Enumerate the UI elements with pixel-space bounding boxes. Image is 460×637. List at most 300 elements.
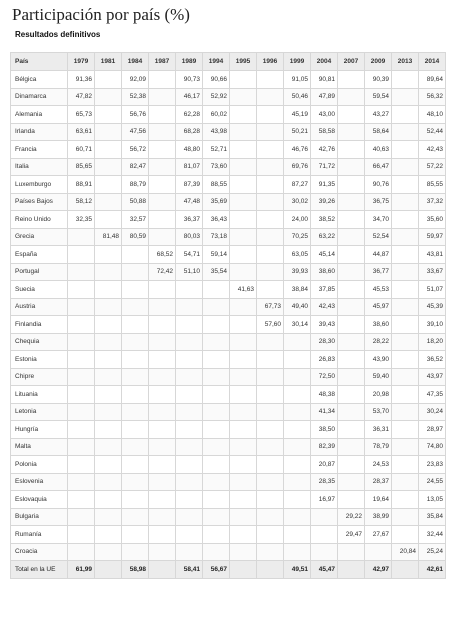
- value-cell: [122, 351, 149, 369]
- value-cell: 28,30: [311, 333, 338, 351]
- value-cell: [230, 211, 257, 229]
- value-cell: 68,52: [149, 246, 176, 264]
- value-cell: [284, 543, 311, 561]
- value-cell: [338, 456, 365, 474]
- value-cell: 18,20: [419, 333, 446, 351]
- value-cell: [230, 508, 257, 526]
- value-cell: [230, 386, 257, 404]
- value-cell: [122, 333, 149, 351]
- value-cell: 36,52: [419, 351, 446, 369]
- value-cell: [176, 316, 203, 334]
- value-cell: [95, 508, 122, 526]
- value-cell: 50,21: [284, 123, 311, 141]
- value-cell: 50,46: [284, 88, 311, 106]
- value-cell: 52,71: [203, 141, 230, 159]
- table-row: [11, 473, 446, 491]
- total-value-cell: [392, 561, 419, 579]
- value-cell: 90,66: [203, 71, 230, 89]
- value-cell: [230, 106, 257, 124]
- value-cell: [338, 281, 365, 299]
- value-cell: 28,97: [419, 421, 446, 439]
- value-cell: [257, 281, 284, 299]
- table-row: [11, 88, 446, 106]
- value-cell: 47,35: [419, 386, 446, 404]
- table-row: [11, 403, 446, 421]
- value-cell: [338, 123, 365, 141]
- value-cell: [338, 368, 365, 386]
- value-cell: [338, 193, 365, 211]
- value-cell: 41,34: [311, 403, 338, 421]
- table-row: [11, 106, 446, 124]
- value-cell: 45,19: [284, 106, 311, 124]
- value-cell: 88,91: [68, 176, 95, 194]
- country-cell: Croacia: [11, 543, 68, 561]
- value-cell: [257, 456, 284, 474]
- value-cell: 37,32: [419, 193, 446, 211]
- country-cell: Chipre: [11, 368, 68, 386]
- value-cell: [68, 333, 95, 351]
- value-cell: [203, 368, 230, 386]
- value-cell: 43,81: [419, 246, 446, 264]
- table-row: [11, 508, 446, 526]
- value-cell: [122, 508, 149, 526]
- value-cell: 58,12: [68, 193, 95, 211]
- value-cell: [338, 438, 365, 456]
- value-cell: [257, 543, 284, 561]
- value-cell: [230, 473, 257, 491]
- total-label-cell: Total en la UE: [11, 561, 68, 579]
- value-cell: [392, 88, 419, 106]
- country-cell: Dinamarca: [11, 88, 68, 106]
- table-row: [11, 438, 446, 456]
- value-cell: [338, 246, 365, 264]
- value-cell: [68, 438, 95, 456]
- value-cell: 72,50: [311, 368, 338, 386]
- value-cell: [230, 71, 257, 89]
- column-header-year: 1979: [68, 53, 95, 71]
- value-cell: [338, 473, 365, 491]
- value-cell: [257, 141, 284, 159]
- value-cell: [203, 403, 230, 421]
- value-cell: [203, 543, 230, 561]
- value-cell: [176, 526, 203, 544]
- value-cell: [392, 421, 419, 439]
- value-cell: 63,05: [284, 246, 311, 264]
- value-cell: 36,43: [203, 211, 230, 229]
- value-cell: 63,22: [311, 228, 338, 246]
- value-cell: 59,40: [365, 368, 392, 386]
- total-value-cell: 56,67: [203, 561, 230, 579]
- value-cell: [68, 228, 95, 246]
- table-row: [11, 123, 446, 141]
- value-cell: [338, 228, 365, 246]
- value-cell: [257, 71, 284, 89]
- value-cell: 78,79: [365, 438, 392, 456]
- value-cell: [257, 351, 284, 369]
- country-cell: Eslovaquia: [11, 491, 68, 509]
- column-header-year: 2013: [392, 53, 419, 71]
- value-cell: 42,43: [311, 298, 338, 316]
- column-header-country: País: [11, 53, 68, 71]
- value-cell: 40,63: [365, 141, 392, 159]
- column-header-year: 1981: [95, 53, 122, 71]
- value-cell: 51,10: [176, 263, 203, 281]
- value-cell: 13,05: [419, 491, 446, 509]
- country-cell: Irlanda: [11, 123, 68, 141]
- value-cell: [95, 368, 122, 386]
- value-cell: [257, 403, 284, 421]
- value-cell: 23,83: [419, 456, 446, 474]
- value-cell: 73,18: [203, 228, 230, 246]
- value-cell: [230, 351, 257, 369]
- value-cell: [257, 246, 284, 264]
- value-cell: 72,42: [149, 263, 176, 281]
- value-cell: 42,43: [419, 141, 446, 159]
- total-value-cell: 42,97: [365, 561, 392, 579]
- value-cell: [122, 456, 149, 474]
- value-cell: [149, 228, 176, 246]
- value-cell: [338, 333, 365, 351]
- value-cell: 32,44: [419, 526, 446, 544]
- value-cell: [149, 158, 176, 176]
- value-cell: 48,38: [311, 386, 338, 404]
- value-cell: [392, 246, 419, 264]
- value-cell: 87,27: [284, 176, 311, 194]
- value-cell: [176, 281, 203, 299]
- value-cell: 36,75: [365, 193, 392, 211]
- value-cell: [95, 456, 122, 474]
- column-header-year: 2009: [365, 53, 392, 71]
- table-row: [11, 228, 446, 246]
- value-cell: 38,99: [365, 508, 392, 526]
- value-cell: 88,79: [122, 176, 149, 194]
- value-cell: [284, 456, 311, 474]
- value-cell: [230, 456, 257, 474]
- value-cell: 52,44: [419, 123, 446, 141]
- country-cell: Lituania: [11, 386, 68, 404]
- value-cell: [230, 228, 257, 246]
- value-cell: [203, 351, 230, 369]
- value-cell: [176, 508, 203, 526]
- value-cell: 24,55: [419, 473, 446, 491]
- value-cell: [257, 333, 284, 351]
- value-cell: [392, 403, 419, 421]
- value-cell: 90,81: [311, 71, 338, 89]
- table-row: [11, 71, 446, 89]
- country-cell: Bélgica: [11, 71, 68, 89]
- table-row: [11, 386, 446, 404]
- value-cell: [284, 438, 311, 456]
- value-cell: [284, 351, 311, 369]
- value-cell: [149, 211, 176, 229]
- value-cell: [149, 368, 176, 386]
- value-cell: [392, 176, 419, 194]
- value-cell: [149, 193, 176, 211]
- value-cell: [257, 158, 284, 176]
- value-cell: [176, 403, 203, 421]
- value-cell: 20,84: [392, 543, 419, 561]
- value-cell: 57,60: [257, 316, 284, 334]
- value-cell: [392, 141, 419, 159]
- value-cell: 35,60: [419, 211, 446, 229]
- value-cell: [392, 386, 419, 404]
- table-row: [11, 193, 446, 211]
- value-cell: 28,22: [365, 333, 392, 351]
- value-cell: 41,63: [230, 281, 257, 299]
- value-cell: [230, 193, 257, 211]
- value-cell: [68, 421, 95, 439]
- value-cell: [311, 543, 338, 561]
- value-cell: [203, 316, 230, 334]
- value-cell: [338, 158, 365, 176]
- value-cell: [95, 193, 122, 211]
- value-cell: [176, 386, 203, 404]
- value-cell: 28,37: [365, 473, 392, 491]
- value-cell: 35,54: [203, 263, 230, 281]
- value-cell: [122, 386, 149, 404]
- column-header-year: 1987: [149, 53, 176, 71]
- value-cell: [338, 351, 365, 369]
- value-cell: 38,60: [365, 316, 392, 334]
- value-cell: [95, 491, 122, 509]
- country-cell: Finlandia: [11, 316, 68, 334]
- value-cell: 91,35: [311, 176, 338, 194]
- value-cell: [122, 421, 149, 439]
- value-cell: 48,10: [419, 106, 446, 124]
- value-cell: [392, 368, 419, 386]
- value-cell: [392, 228, 419, 246]
- value-cell: [284, 403, 311, 421]
- value-cell: [149, 473, 176, 491]
- column-header-year: 1989: [176, 53, 203, 71]
- country-cell: Chequia: [11, 333, 68, 351]
- value-cell: [149, 508, 176, 526]
- value-cell: 92,09: [122, 71, 149, 89]
- value-cell: [392, 71, 419, 89]
- value-cell: [257, 421, 284, 439]
- value-cell: [257, 123, 284, 141]
- value-cell: [68, 456, 95, 474]
- value-cell: [149, 456, 176, 474]
- column-header-year: 2007: [338, 53, 365, 71]
- value-cell: [257, 211, 284, 229]
- value-cell: 70,25: [284, 228, 311, 246]
- value-cell: [68, 316, 95, 334]
- value-cell: [257, 491, 284, 509]
- value-cell: [95, 88, 122, 106]
- value-cell: [392, 298, 419, 316]
- value-cell: [257, 176, 284, 194]
- value-cell: [284, 526, 311, 544]
- country-cell: Grecia: [11, 228, 68, 246]
- value-cell: 49,40: [284, 298, 311, 316]
- country-cell: Portugal: [11, 263, 68, 281]
- value-cell: [257, 228, 284, 246]
- total-value-cell: [149, 561, 176, 579]
- value-cell: 65,73: [68, 106, 95, 124]
- value-cell: [311, 526, 338, 544]
- value-cell: 62,28: [176, 106, 203, 124]
- value-cell: [284, 333, 311, 351]
- table-row: [11, 351, 446, 369]
- country-cell: Bulgaria: [11, 508, 68, 526]
- value-cell: [176, 438, 203, 456]
- value-cell: [203, 508, 230, 526]
- value-cell: [95, 316, 122, 334]
- value-cell: 56,72: [122, 141, 149, 159]
- value-cell: [257, 508, 284, 526]
- value-cell: [95, 386, 122, 404]
- value-cell: 74,80: [419, 438, 446, 456]
- total-value-cell: [257, 561, 284, 579]
- value-cell: [257, 193, 284, 211]
- value-cell: 58,58: [311, 123, 338, 141]
- country-cell: Rumanía: [11, 526, 68, 544]
- value-cell: [95, 106, 122, 124]
- value-cell: 45,14: [311, 246, 338, 264]
- value-cell: [149, 333, 176, 351]
- value-cell: [392, 263, 419, 281]
- table-row: [11, 456, 446, 474]
- value-cell: [149, 438, 176, 456]
- value-cell: 46,76: [284, 141, 311, 159]
- value-cell: [338, 403, 365, 421]
- table-row: [11, 158, 446, 176]
- value-cell: 47,48: [176, 193, 203, 211]
- value-cell: [257, 526, 284, 544]
- value-cell: 52,38: [122, 88, 149, 106]
- value-cell: 36,77: [365, 263, 392, 281]
- value-cell: [230, 333, 257, 351]
- value-cell: 45,53: [365, 281, 392, 299]
- value-cell: 26,83: [311, 351, 338, 369]
- value-cell: 16,97: [311, 491, 338, 509]
- table-row: [11, 491, 446, 509]
- value-cell: [338, 263, 365, 281]
- value-cell: [230, 176, 257, 194]
- value-cell: [392, 123, 419, 141]
- value-cell: 39,43: [311, 316, 338, 334]
- value-cell: [149, 526, 176, 544]
- value-cell: 60,71: [68, 141, 95, 159]
- value-cell: [257, 88, 284, 106]
- value-cell: 67,73: [257, 298, 284, 316]
- value-cell: [122, 438, 149, 456]
- value-cell: [122, 473, 149, 491]
- country-cell: Italia: [11, 158, 68, 176]
- table-header: [11, 53, 446, 71]
- value-cell: [149, 543, 176, 561]
- value-cell: [230, 298, 257, 316]
- total-value-cell: 58,41: [176, 561, 203, 579]
- column-header-year: 2004: [311, 53, 338, 71]
- value-cell: [230, 403, 257, 421]
- value-cell: 59,14: [203, 246, 230, 264]
- value-cell: [95, 298, 122, 316]
- value-cell: 34,70: [365, 211, 392, 229]
- value-cell: [149, 351, 176, 369]
- value-cell: [203, 456, 230, 474]
- value-cell: [203, 281, 230, 299]
- value-cell: [392, 106, 419, 124]
- value-cell: [122, 526, 149, 544]
- value-cell: [284, 368, 311, 386]
- value-cell: 91,36: [68, 71, 95, 89]
- value-cell: [257, 263, 284, 281]
- total-value-cell: [230, 561, 257, 579]
- value-cell: [230, 246, 257, 264]
- value-cell: 33,67: [419, 263, 446, 281]
- country-cell: Países Bajos: [11, 193, 68, 211]
- value-cell: 37,85: [311, 281, 338, 299]
- value-cell: 57,22: [419, 158, 446, 176]
- value-cell: 89,64: [419, 71, 446, 89]
- value-cell: [95, 281, 122, 299]
- value-cell: 63,61: [68, 123, 95, 141]
- value-cell: 43,97: [419, 368, 446, 386]
- value-cell: 46,17: [176, 88, 203, 106]
- value-cell: 36,31: [365, 421, 392, 439]
- value-cell: [338, 88, 365, 106]
- value-cell: 30,24: [419, 403, 446, 421]
- total-value-cell: 49,51: [284, 561, 311, 579]
- value-cell: [257, 438, 284, 456]
- value-cell: [230, 158, 257, 176]
- value-cell: [203, 421, 230, 439]
- value-cell: [149, 386, 176, 404]
- value-cell: 47,56: [122, 123, 149, 141]
- value-cell: [68, 246, 95, 264]
- value-cell: [257, 473, 284, 491]
- country-cell: Letonia: [11, 403, 68, 421]
- value-cell: [257, 386, 284, 404]
- column-header-year: 1994: [203, 53, 230, 71]
- table-row: [11, 298, 446, 316]
- participation-table: [10, 52, 446, 579]
- table-row: [11, 176, 446, 194]
- value-cell: 80,03: [176, 228, 203, 246]
- value-cell: [176, 491, 203, 509]
- value-cell: [230, 263, 257, 281]
- value-cell: [203, 333, 230, 351]
- value-cell: [68, 368, 95, 386]
- value-cell: 54,71: [176, 246, 203, 264]
- value-cell: [230, 526, 257, 544]
- value-cell: [257, 106, 284, 124]
- value-cell: 81,07: [176, 158, 203, 176]
- value-cell: [68, 473, 95, 491]
- value-cell: [176, 298, 203, 316]
- value-cell: [203, 473, 230, 491]
- value-cell: 24,00: [284, 211, 311, 229]
- value-cell: 29,47: [338, 526, 365, 544]
- value-cell: [392, 333, 419, 351]
- value-cell: 69,76: [284, 158, 311, 176]
- value-cell: 39,93: [284, 263, 311, 281]
- value-cell: 38,50: [311, 421, 338, 439]
- table-row: [11, 333, 446, 351]
- value-cell: 43,00: [311, 106, 338, 124]
- value-cell: 43,27: [365, 106, 392, 124]
- value-cell: [203, 438, 230, 456]
- value-cell: [95, 263, 122, 281]
- table-row: [11, 368, 446, 386]
- country-cell: Hungría: [11, 421, 68, 439]
- value-cell: [230, 543, 257, 561]
- value-cell: [95, 123, 122, 141]
- value-cell: [68, 403, 95, 421]
- value-cell: 56,32: [419, 88, 446, 106]
